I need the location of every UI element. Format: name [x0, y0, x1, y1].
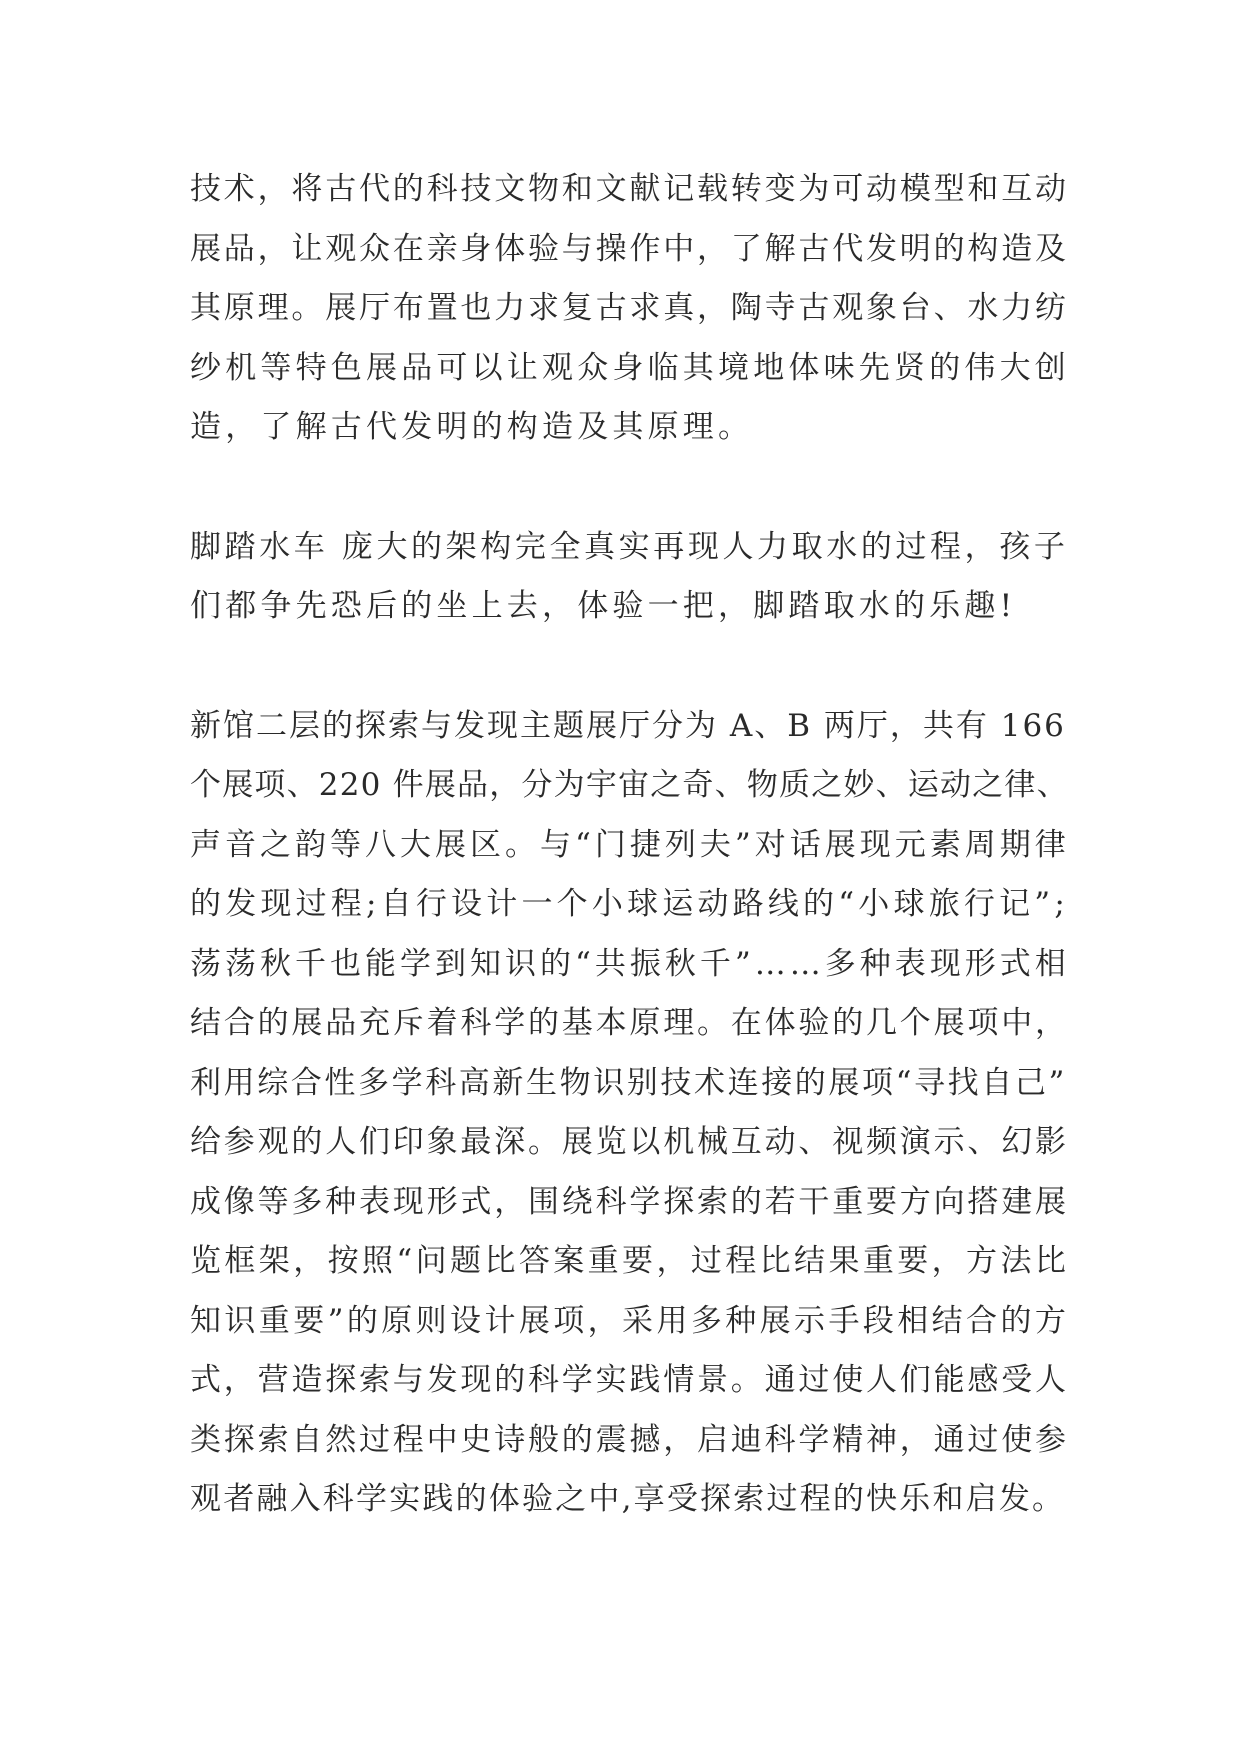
- text-line: 造，了解古代发明的构造及其原理。: [190, 409, 754, 445]
- text-line: 式，营造探索与发现的科学实践情景。通过使人们能感受人: [190, 1362, 1069, 1398]
- text-line: 技术，将古代的科技文物和文献记载转变为可动模型和互动: [190, 171, 1069, 207]
- text-line: 脚踏水车 庞大的架构完全真实再现人力取水的过程，孩子: [190, 528, 1069, 565]
- text-line: 利用综合性多学科高新生物识别技术连接的展项“寻找自己”: [190, 1064, 1067, 1101]
- text-line: 观者融入科学实践的体验之中,享受探索过程的快乐和启发。: [190, 1481, 1066, 1517]
- paragraph-ancient-tech: [190, 160, 1070, 458]
- text-line: 新馆二层的探索与发现主题展厅分为 A、B 两厅，共有 166: [190, 707, 1066, 744]
- text-line: 荡荡秋千也能学到知识的“共振秋千”……多种表现形式相: [190, 945, 1070, 982]
- text-line: 结合的展品充斥着科学的基本原理。在体验的几个展项中，: [190, 1005, 1069, 1041]
- paragraph-waterwheel: [190, 518, 1070, 637]
- text-line: 成像等多种表现形式，围绕科学探索的若干重要方向搭建展: [190, 1183, 1069, 1220]
- text-line: 类探索自然过程中史诗般的震撼，启迪科学精神，通过使参: [190, 1421, 1069, 1458]
- text-line: 们都争先恐后的坐上去，体验一把，脚踏取水的乐趣!: [190, 588, 1017, 624]
- text-line: 声音之韵等八大展区。与“门捷列夫”对话展现元素周期律: [190, 826, 1070, 863]
- text-line: 其原理。展厅布置也力求复古求真，陶寺古观象台、水力纺: [190, 290, 1069, 326]
- text-line: 纱机等特色展品可以让观众身临其境地体味先贤的伟大创: [190, 349, 1070, 386]
- text-line: 的发现过程;自行设计一个小球运动路线的“小球旅行记”;: [190, 886, 1069, 922]
- document-body: [190, 160, 1070, 1530]
- text-line: 知识重要”的原则设计展项，采用多种展示手段相结合的方: [190, 1302, 1070, 1339]
- text-line: 个展项、220 件展品，分为宇宙之奇、物质之妙、运动之律、: [190, 767, 1069, 803]
- text-line: 展品，让观众在亲身体验与操作中，了解古代发明的构造及: [190, 230, 1069, 267]
- text-line: 给参观的人们印象最深。展览以机械互动、视频演示、幻影: [190, 1124, 1069, 1160]
- text-line: 览框架，按照“问题比答案重要，过程比结果重要，方法比: [190, 1243, 1070, 1279]
- paragraph-exploration-hall: [190, 697, 1070, 1530]
